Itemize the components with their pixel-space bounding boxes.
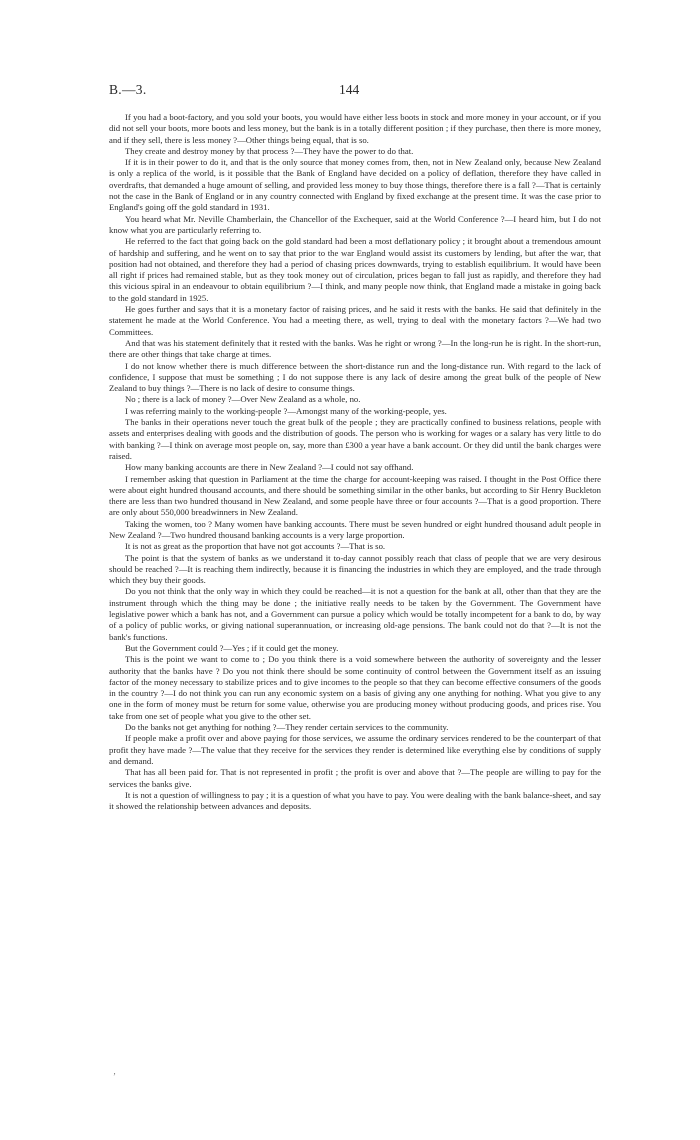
paragraph: The point is that the system of banks as we understand it to-day cannot possibly reach that class of people that we are very desirous should be reached ?—It is reaching them indirectly, because it is financing the industries in which they are employed, and the trade through which they buy their goods. — [109, 552, 601, 586]
paragraph: Do you not think that the only way in which they could be reached—it is not a question for the bank at all, other than that they are the instrument through which the thing may be done ; the initiative really needs to be taken by the Government. The Government have legislative power which a bank has not, and a Government can pursue a policy which would be totally incompetent for a bank to do, by way of a policy of public works, or giving national superannuation, or increasing old-age pensions. The bank could not do that ?—It is not the bank's functions. — [109, 586, 601, 642]
scan-speck: ‚ — [113, 1066, 116, 1076]
paragraph: The banks in their operations never touch the great bulk of the people ; they are practically confined to business relations, people with assets and enterprises dealing with goods and the distribution of goods. The person who is working for wages or a salary has very little to do with banking ?—I think on average most people on, say, more than £300 a year have a bank account. Or they did until the bank charges were raised. — [109, 417, 601, 461]
paragraph: Taking the women, too ? Many women have banking accounts. There must be seven hundred or eight hundred thousand adult people in New Zealand ?—Two hundred thousand banking accounts is a very large proportion. — [109, 518, 601, 540]
paragraph: That has all been paid for. That is not represented in profit ; the profit is over and above that ?—The people are willing to pay for the services the banks give. — [109, 767, 601, 789]
paragraph: If it is in their power to do it, and that is the only source that money comes from, then, not in New Zealand only, because New Zealand is only a replica of the world, is it possible that the Bank of England have decided on a policy of deflation, therefore they have called in overdrafts, that demanded a huge amount of selling, and provided less money to buy those things, therefore there is a fall ?—That is certainly not the case in the Bank of England or in any country connected with England by fixed exchange at the present time. It was the case prior to England's going off the gold standard in 1931. — [109, 157, 601, 213]
paragraph: It is not as great as the proportion that have not got accounts ?—That is so. — [125, 541, 386, 552]
paragraph: He goes further and says that it is a monetary factor of raising prices, and he said it rests with the banks. He said that definitely in the statement he made at the World Conference. You had a meeting there, as well, trying to deal with the monetary factors ?—We had two Committees. — [109, 304, 601, 337]
paragraph: They create and destroy money by that process ?—They have the power to do that. — [125, 145, 414, 156]
paragraph: But the Government could ?—Yes ; if it could get the money. — [125, 642, 339, 653]
paragraph: How many banking accounts are there in New Zealand ?—I could not say offhand. — [125, 462, 414, 473]
paragraph: I do not know whether there is much difference between the short-distance run and the long-distance run. With regard to the lack of confidence, I suppose that must be something ; I do not suppose there is any lack of desire among the great bulk of the people of New Zealand to buy things ?—There is no lack of desire to consume things. — [109, 360, 601, 394]
paragraph: You heard what Mr. Neville Chamberlain, the Chancellor of the Exchequer, said at the World Conference ?—I heard him, but I do not know what you are particularly referring to. — [109, 213, 601, 235]
paragraph: And that was his statement definitely that it rested with the banks. Was he right or wrong ?—In the long-run he is right. In the short-run, there are other things that take charge at times. — [109, 337, 601, 360]
paragraph: If people make a profit over and above paying for those services, we assume the ordinary services rendered to be the counterpart of that profit they have made ?—The value that they receive for the services they render is determined like everything else by conditions of supply and demand. — [109, 733, 601, 766]
paragraph: No ; there is a lack of money ?—Over New Zealand as a whole, no. — [125, 394, 361, 405]
paragraph: If you had a boot-factory, and you sold your boots, you would have either less boots in stock and more money in your account, or if you did not sell your boots, more boots and less money, but the bank is in a totally different position ; if they purchase, then there is more money, and if they sell, there is less money ?—Other things being equal, that is so. — [109, 112, 601, 145]
paragraph: He referred to the fact that going back on the gold standard had been a most deflationary policy ; it brought about a tremendous amount of hardship and suffering, and he went on to say that prior to the war England would assist its customers by lending, but after the war, that position had not obtained, and therefore they had a period of chasing prices downwards, trying to establish equilibrium. It would have been all right if prices had remained stable, but as they took money out of circulation, prices began to fall just as rapidly, and therefore they had this vicious spiral in an endeavour to obtain equilibrium ?—I think, and many people now think, that England made a mistake in going back to the gold standard in 1925. — [109, 236, 601, 303]
body-text — [109, 112, 601, 812]
paragraph: It is not a question of willingness to pay ; it is a question of what you have to pay. You were dealing with the bank balance-sheet, and say it showed the relationship between advances and deposits. — [109, 789, 601, 812]
paragraph: Do the banks not get anything for nothing ?—They render certain services to the community. — [125, 722, 449, 733]
page-number: 144 — [339, 82, 360, 97]
paragraph: I was referring mainly to the working-people ?—Amongst many of the working-people, yes. — [125, 405, 447, 416]
paragraph: This is the point we want to come to ; Do you think there is a void somewhere between the authority of sovereignty and the lesser authority that the banks have ? Do you not think there should be some continuity of control between the Government itself as an issuing factor of the money necessary to stabilize prices and to give incomes to the people so that they can become effective consumers of the goods in the country ?—I do not think you can run any economic system on a basis of giving any one anything for nothing. What you give to any one in the form of money must be return for some value, otherwise you are producing money without producing goods, and prices rise. You take from one set of people what you give to the other set. — [109, 654, 601, 721]
paragraph: I remember asking that question in Parliament at the time the charge for account-keeping was raised. I thought in the Post Office there were about eight hundred thousand accounts, and there should be something similar in the other banks, but according to Sir Henry Buckleton there are less than two hundred thousand in New Zealand, and some people have three or four accounts ?—That is a good proportion. There are only about 550,000 breadwinners in New Zealand. — [109, 473, 601, 518]
document-reference: B.—3. — [109, 82, 147, 97]
